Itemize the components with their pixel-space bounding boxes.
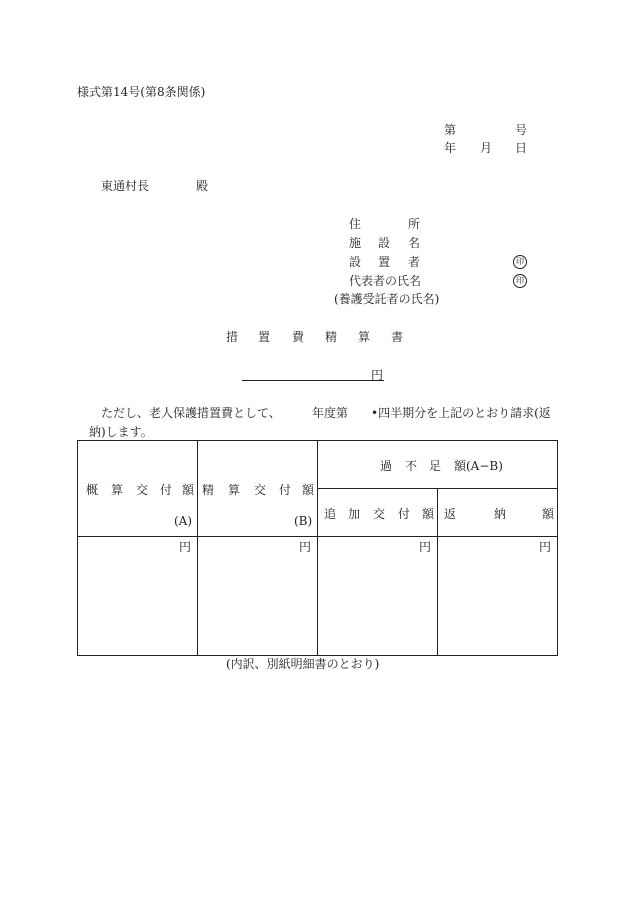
col-additional-grant-header [318,489,438,537]
representative-label: 代表者の氏名 [349,274,422,288]
refund-amount-cell[interactable] [438,537,558,656]
doc-number-dai: 第 [444,123,457,137]
group-label-3: 足 [429,459,442,473]
refund-label-1: 返 [444,507,457,521]
installer-label-1: 設 [349,255,362,269]
final-label-1: 精 [202,483,215,497]
date-day: 日 [515,141,528,155]
final-label-3: 交 [254,483,267,497]
title-char-5: 算 [358,330,371,344]
refund-label-3: 額 [542,507,555,521]
col-approx-amount-header [78,441,198,537]
settlement-table [77,440,558,656]
amount-underline [242,380,384,381]
unit-yen: 円 [178,540,191,554]
form-number: 様式第14号(第8条関係) [77,85,206,99]
address-label-1: 住 [349,217,362,231]
unit-yen: 円 [538,540,551,554]
additional-label-1: 追 [324,507,337,521]
address-label-2: 所 [408,217,421,231]
unit-yen: 円 [298,540,311,554]
approx-label-1: 概 [86,483,99,497]
facility-label-2: 設 [378,236,391,250]
final-mark: (B) [294,514,313,528]
col-final-amount-header [198,441,318,537]
additional-grant-cell[interactable] [318,537,438,656]
final-label-2: 算 [228,483,241,497]
addressee-honorific: 殿 [196,179,209,193]
addressee-name: 東通村長 [101,179,150,193]
caretaker-note: (養護受託者の氏名) [334,292,440,306]
installer-label-2: 置 [378,255,391,269]
additional-label-5: 額 [422,507,435,521]
refund-label-2: 納 [494,507,507,521]
approx-label-5: 額 [182,483,195,497]
amount-unit: 円 [371,368,384,382]
group-label-tail: 額(A−B) [454,459,503,473]
additional-label-4: 付 [398,507,411,521]
group-excess-deficiency-header [318,441,558,489]
approx-amount-cell[interactable] [78,537,198,656]
approx-mark: (A) [174,514,193,528]
date-year: 年 [444,141,457,155]
approx-label-3: 交 [136,483,149,497]
body-line2: 納)します。 [89,425,153,439]
title-char-3: 費 [292,330,305,344]
final-label-5: 額 [302,483,315,497]
group-label-1: 過 [380,459,393,473]
seal-installer: 印 [513,255,527,269]
title-char-1: 措 [226,330,239,344]
final-amount-cell[interactable] [198,537,318,656]
title-char-6: 書 [391,330,404,344]
facility-label-3: 名 [408,236,421,250]
additional-label-2: 加 [348,507,361,521]
approx-label-2: 算 [111,483,124,497]
title-char-4: 精 [325,330,338,344]
col-refund-header [438,489,558,537]
final-label-4: 付 [279,483,292,497]
body-line1-c: •四半期分を上記のとおり請求(返 [371,406,551,420]
seal-representative: 印 [513,274,527,288]
installer-label-3: 者 [408,255,421,269]
approx-label-4: 付 [160,483,173,497]
body-line1-b: 年度第 [312,406,349,420]
date-month: 月 [480,141,493,155]
group-label-2: 不 [405,459,418,473]
additional-label-3: 交 [373,507,386,521]
unit-yen: 円 [418,540,431,554]
body-line1-a: ただし、老人保護措置費として、 [101,406,281,420]
facility-label-1: 施 [349,236,362,250]
footer-note: (内訳、別紙明細書のとおり) [226,657,380,671]
title-char-2: 置 [258,330,271,344]
doc-number-go: 号 [515,123,528,137]
